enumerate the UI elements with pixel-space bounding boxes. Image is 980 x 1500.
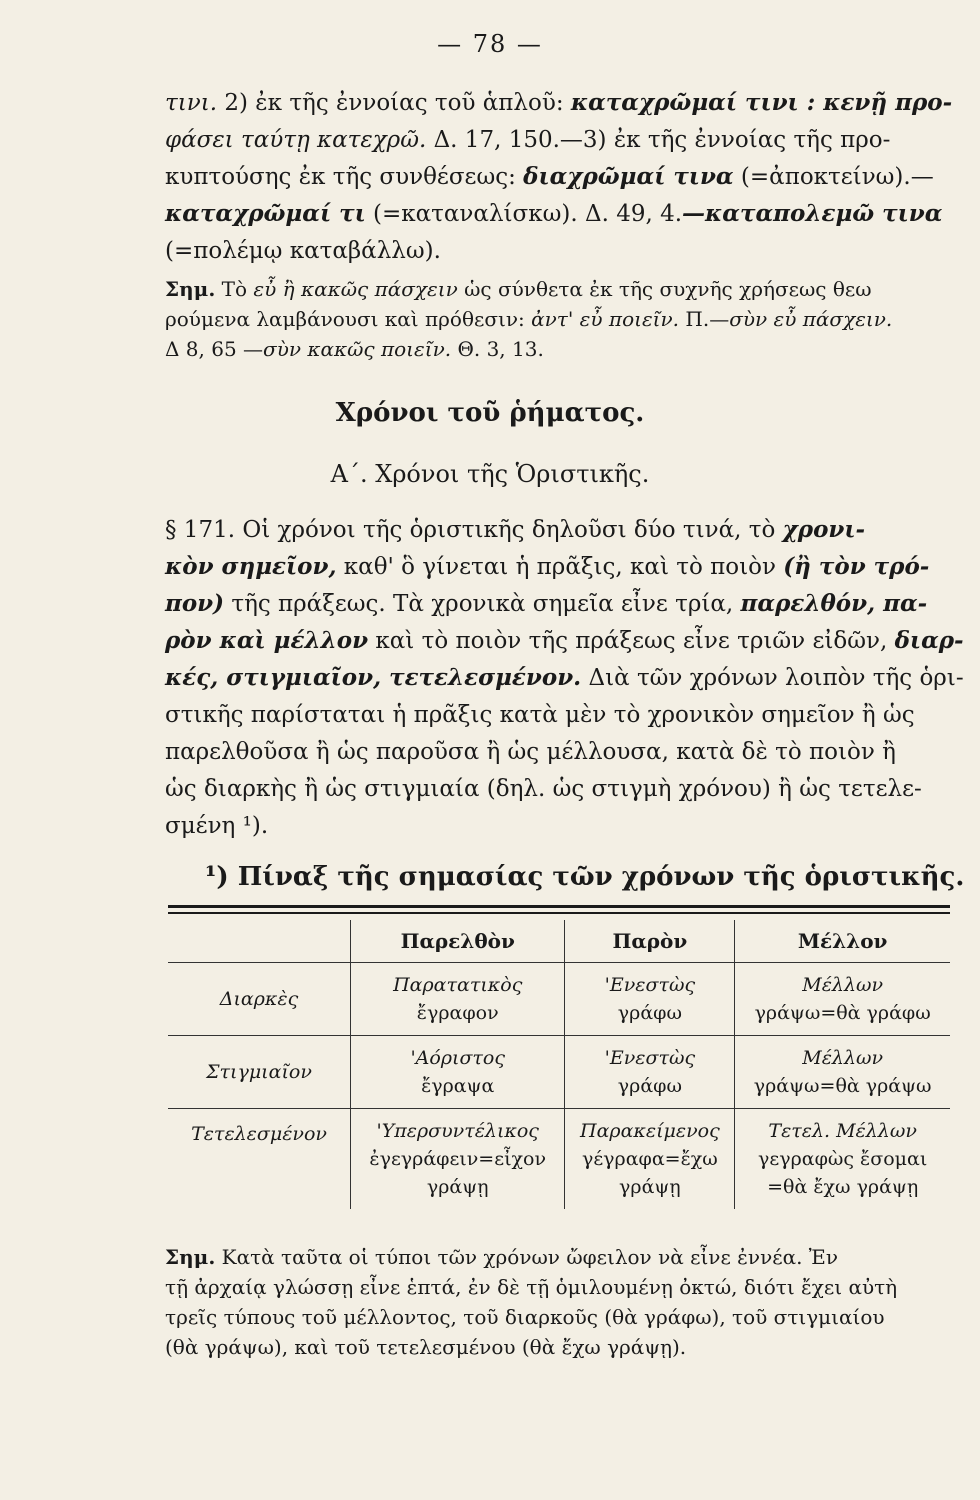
row-label: Τετελεσμένον (168, 1109, 351, 1210)
text-line: § 171. Οἱ χρόνοι τῆς ὁριστικῆς δηλοῦσι δύο τινά, τὸ χρονι- (165, 516, 866, 543)
table-row (168, 963, 950, 1036)
text-line: τρεῖς τύπους τοῦ μέλλοντος, τοῦ διαρκοῦς (θὰ γράφω), τοῦ στιγμιαίου (165, 1305, 885, 1329)
text-line: σμένη ¹). (165, 813, 269, 839)
header-past: Παρελθὸν (351, 920, 565, 963)
table-row (168, 1036, 950, 1109)
table-cell: 'Αόριστος ἔγραψα (351, 1036, 565, 1109)
text-line: κὸν σημεῖον, καθ' ὃ γίνεται ἡ πρᾶξις, καὶ τὸ ποιὸν (ἢ τὸν τρό- (165, 553, 930, 580)
text-line: τινι. 2) ἐκ τῆς ἐννοίας τοῦ ἁπλοῦ: καταχρῶμαί τινι : κενῇ προ- (165, 89, 953, 116)
header-present: Παρὸν (565, 920, 735, 963)
text-line: (=πολέμῳ καταβάλλω). (165, 238, 441, 264)
text-line: (θὰ γράψω), καὶ τοῦ τετελεσμένου (θὰ ἔχω γράψῃ). (165, 1335, 687, 1359)
text-line: Σημ. Τὸ εὖ ἢ κακῶς πάσχειν ὡς σύνθετα ἐκ τῆς συχνῆς χρήσεως θεω (165, 277, 872, 301)
section-heading: Χρόνοι τοῦ ῥήματος. (335, 398, 645, 428)
table-cell: Τετελ. Μέλλων γεγραφὼς ἔσομαι =θὰ ἔχω γράψῃ (735, 1109, 950, 1210)
table-cell: 'Ενεστὼς γράφω (565, 963, 735, 1036)
row-label: Στιγμιαῖον (168, 1036, 351, 1109)
table-cell: Μέλλων γράψω=θὰ γράψω (735, 1036, 950, 1109)
text-line: παρελθοῦσα ἢ ὡς παροῦσα ἢ ὡς μέλλουσα, κατὰ δὲ τὸ ποιὸν ἢ (165, 739, 896, 765)
text-line: κυπτούσης ἐκ τῆς συνθέσεως: διαχρῶμαί τινα (=ἀποκτείνω).— (165, 163, 934, 190)
text-line: ρούμενα λαμβάνουσι καὶ πρόθεσιν: ἀντ' εὖ ποιεῖν. Π.—σὺν εὖ πάσχειν. (165, 307, 893, 331)
text-line: ὡς διαρκὴς ἢ ὡς στιγμιαία (δηλ. ὡς στιγμὴ χρόνου) ἢ ὡς τετελε- (165, 776, 922, 802)
header-future: Μέλλον (735, 920, 950, 963)
section-subheading: Α΄. Χρόνοι τῆς Ὁριστικῆς. (330, 460, 650, 488)
table-row (168, 1109, 950, 1210)
text-line: ρὸν καὶ μέλλον καὶ τὸ ποιὸν τῆς πράξεως εἶνε τριῶν εἰδῶν, διαρ- (165, 627, 964, 654)
text-line: Σημ. Κατὰ ταῦτα οἱ τύποι τῶν χρόνων ὤφειλον νὰ εἶνε ἐννέα. Ἐν (165, 1245, 839, 1269)
row-label: Διαρκὲς (219, 988, 299, 1010)
table-top-rule (168, 905, 950, 908)
text-line: τῇ ἀρχαίᾳ γλώσσῃ εἶνε ἑπτά, ἐν δὲ τῇ ὁμιλουμένῃ ὀκτώ, διότι ἔχει αὐτὴ (165, 1275, 898, 1299)
text-line: στικῆς παρίσταται ἡ πρᾶξις κατὰ μὲν τὸ χρονικὸν σημεῖον ἢ ὡς (165, 702, 915, 728)
table-cell: Μέλλων γράψω=θὰ γράφω (735, 963, 950, 1036)
table-cell: 'Ενεστὼς γράφω (565, 1036, 735, 1109)
text-line: πον) τῆς πράξεως. Τὰ χρονικὰ σημεῖα εἶνε τρία, παρελθόν, πα- (165, 590, 928, 617)
text-line: Δ 8, 65 —σὺν κακῶς ποιεῖν. Θ. 3, 13. (165, 337, 544, 361)
table-corner (168, 920, 351, 963)
text-line: κές, στιγμιαῖον, τετελεσμένον. Διὰ τῶν χρόνων λοιπὸν τῆς ὁρι- (165, 664, 964, 691)
text-line: φάσει ταύτῃ κατεχρῶ. Δ. 17, 150.—3) ἐκ τῆς ἐννοίας τῆς προ- (165, 127, 891, 153)
table-title: ¹) Πίναξ τῆς σημασίας τῶν χρόνων τῆς ὁριστικῆς. (205, 862, 965, 892)
table-cell: Παρατατικὸς ἔγραφον (351, 963, 565, 1036)
tense-table (168, 920, 950, 1209)
page-number: — 78 — (437, 30, 543, 58)
table-cell: Παρακείμενος γέγραφα=ἔχω γράψῃ (565, 1109, 735, 1210)
table-cell: 'Υπερσυντέλικος ἐγεγράφειν=εἶχον γράψῃ (351, 1109, 565, 1210)
text-line: καταχρῶμαί τι (=καταναλίσκω). Δ. 49, 4.—καταπολεμῶ τινα (165, 200, 943, 227)
table-top-rule-thin (168, 912, 950, 914)
